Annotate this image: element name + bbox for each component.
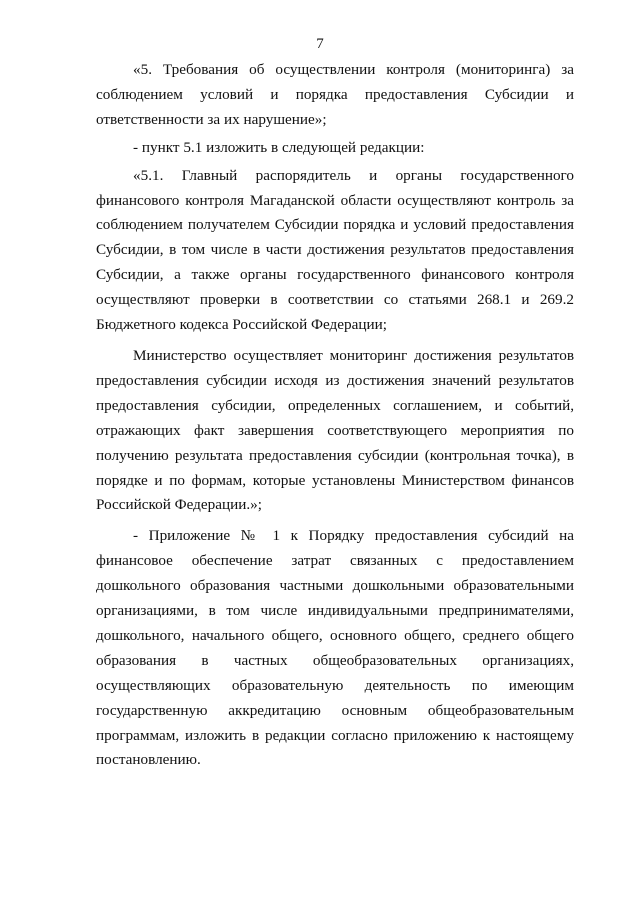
paragraph-section-5-title: «5. Требования об осуществлении контроля (мониторинга) за соблюдением условий и порядка предоставления Субсидии и ответственности за их нарушение»; (96, 61, 574, 128)
paragraph-ministry-monitoring: Министерство осуществляет мониторинг достижения результатов предоставления субсидии исходя из достижения значений результатов предоставления субсидии, определенных соглашением, и событий, отражающих факт завершения соответствующего мероприятия по получению результата предоставления субсидии (контрольная точка), в порядке и по формам, которые установлены Министерством финансов Российской Федерации.»; (96, 346, 574, 514)
paragraph-appendix-1: - Приложение № 1 к Порядку предоставления субсидий на финансовое обеспечение затрат связанных с предоставлением дошкольного образования частными дошкольными образовательными организациями, в том числе индивидуальными предпринимателями, дошкольного, начального общего, основного общего, среднего общего образования в частных общеобразовательных организациях, осуществляющих образовательную деятельность по имеющим государственную аккредитацию основным общеобразовательным программам, изложить в редакции согласно приложению к настоящему постановлению. (96, 527, 574, 769)
document-body (96, 58, 574, 773)
paragraph-point-5-1-intro: - пункт 5.1 изложить в следующей редакции: (133, 138, 425, 156)
page-number: 7 (316, 36, 324, 52)
paragraph-point-5-1-text: «5.1. Главный распорядитель и органы государственного финансового контроля Магаданской области осуществляют контроль за соблюдением получателем Субсидии порядка и условий предоставления Субсидии, в том числе в части достижения результатов предоставления Субсидии, а также органы государственного финансового контроля осуществляют проверки в соответствии со статьями 268.1 и 269.2 Бюджетного кодекса Российской Федерации; (96, 166, 574, 334)
